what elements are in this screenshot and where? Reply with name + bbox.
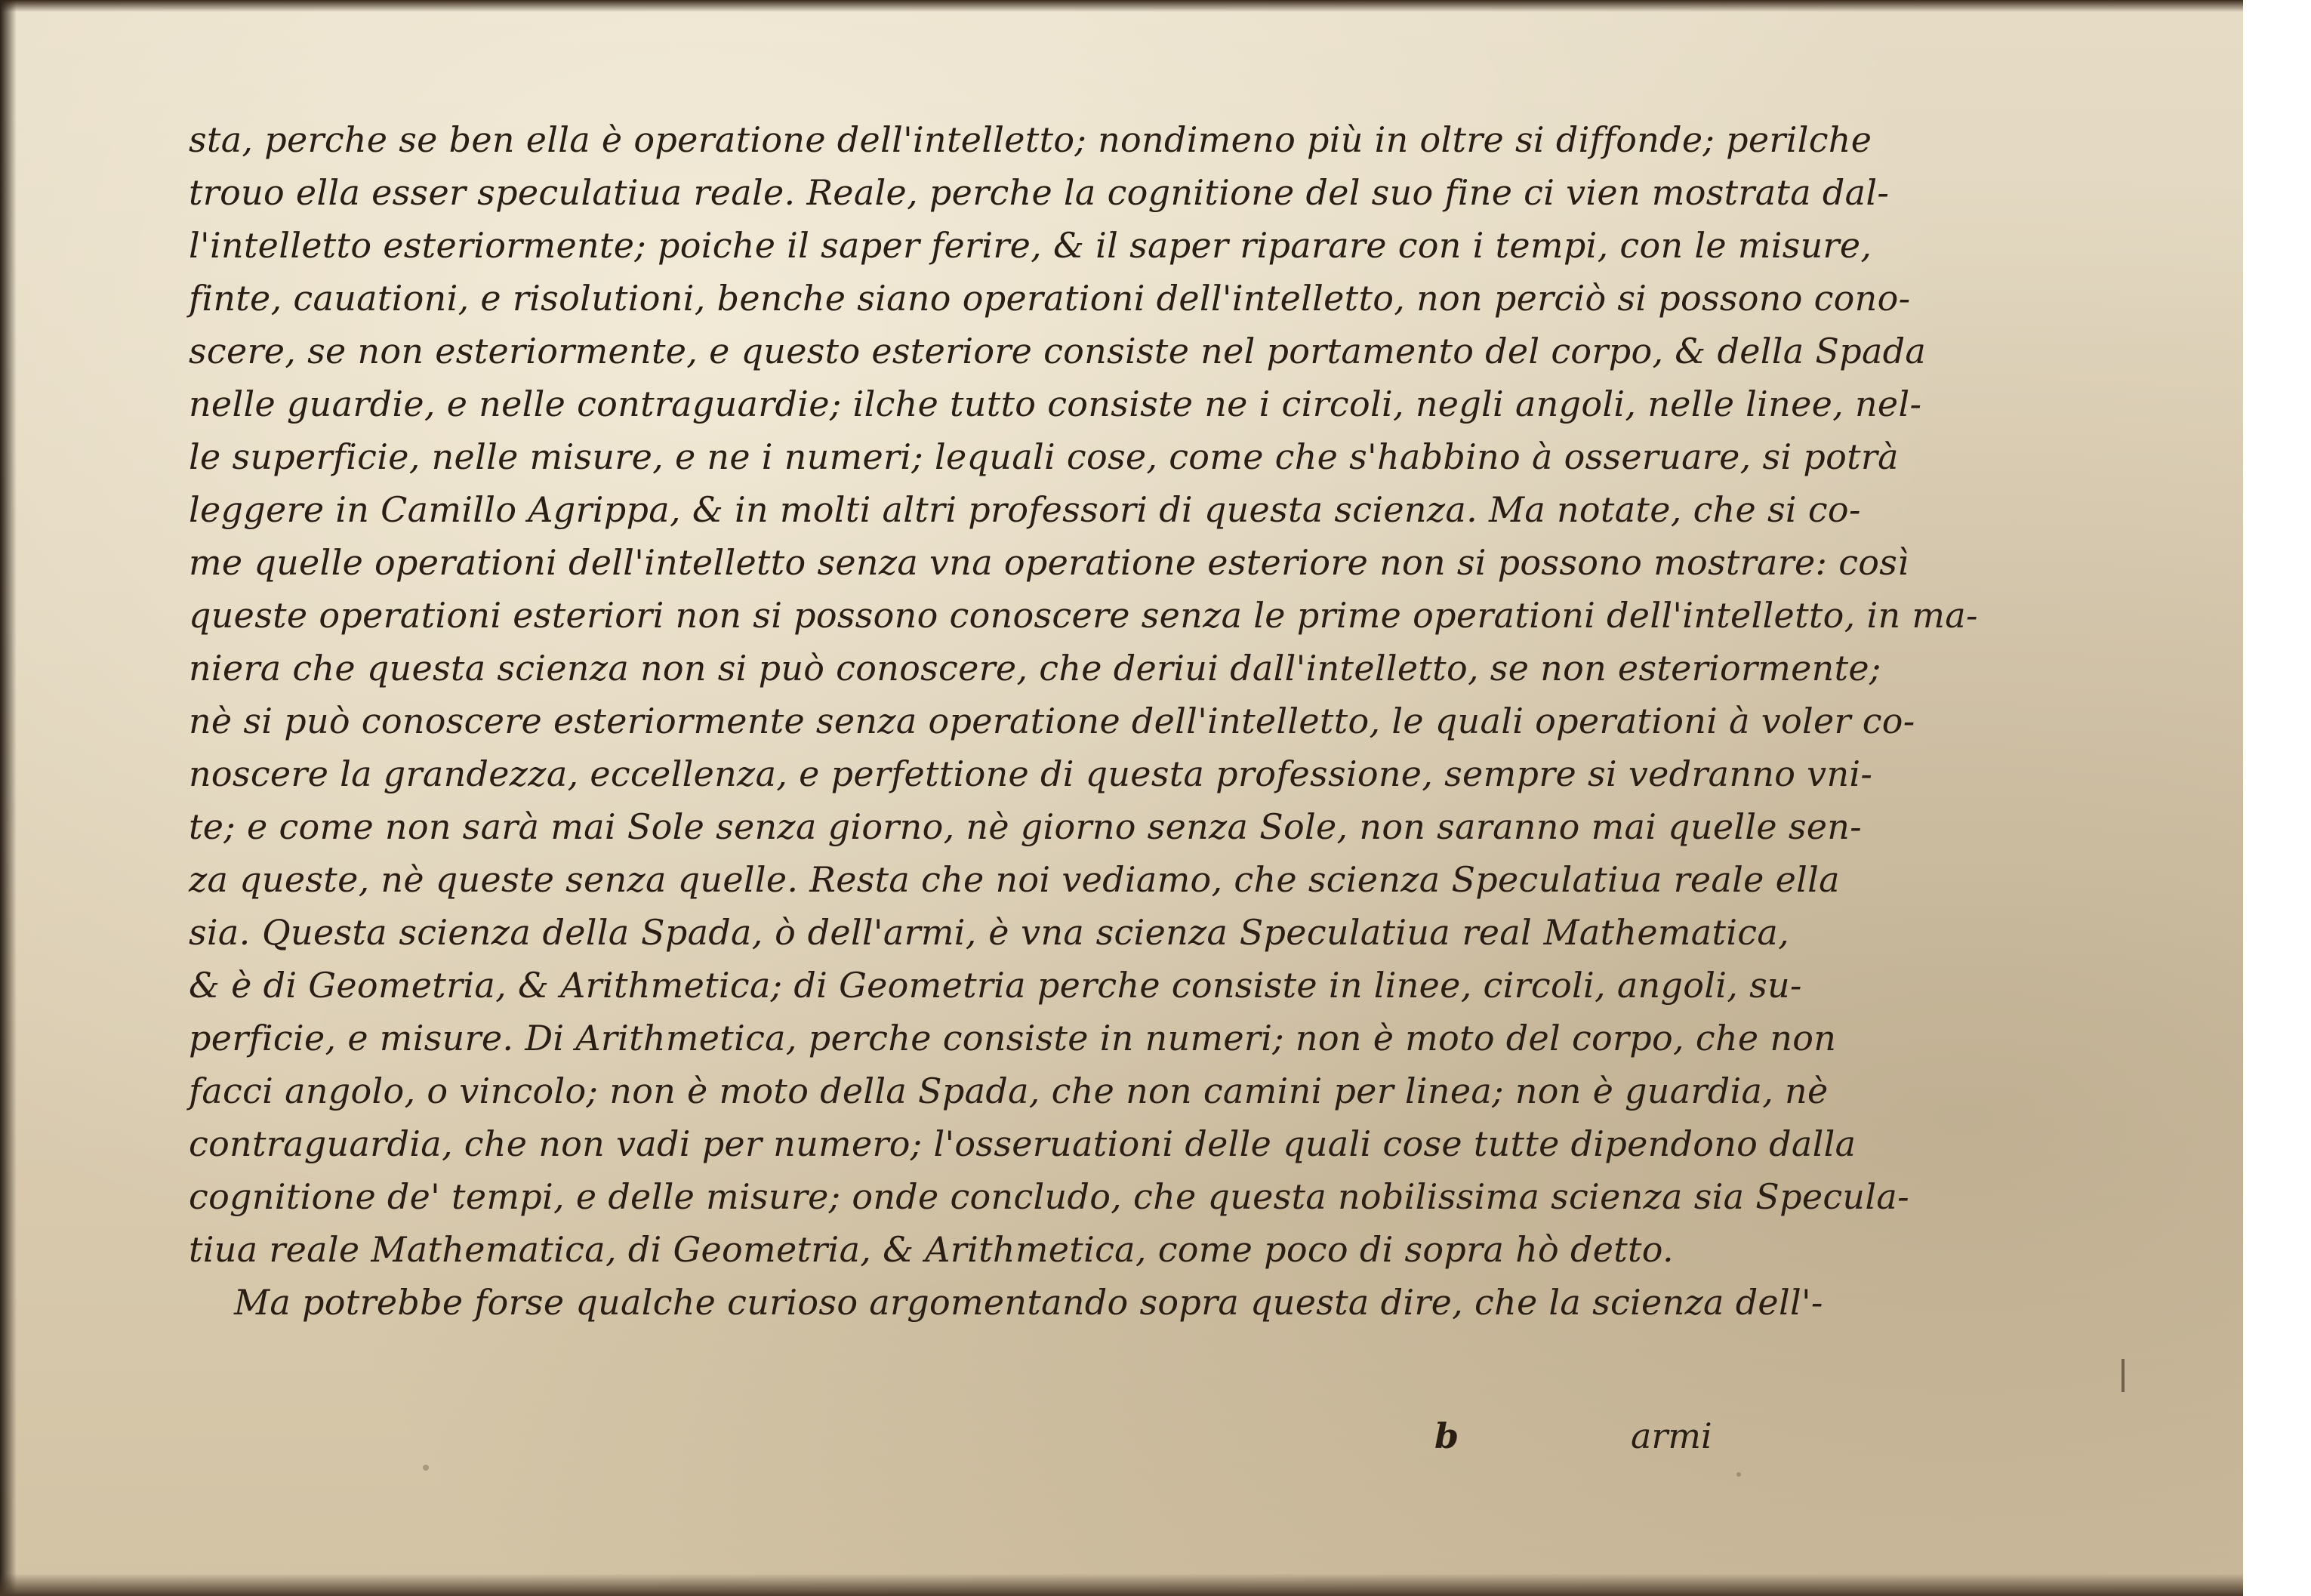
text-line: nelle guardie, e nelle contraguardie; ilche tutto consiste ne i circoli, negli angoli, nelle linee, nel- [189, 384, 1922, 424]
text-line: niera che questa scienza non si può conoscere, che deriui dall'intelletto, se non esteriormente; [189, 648, 1881, 689]
text-line: scere, se non esteriormente, e questo esteriore consiste nel portamento del corpo, & della Spada [189, 331, 1927, 371]
text-line: te; e come non sarà mai Sole senza giorno, nè giorno senza Sole, non saranno mai quelle sen- [189, 806, 1863, 847]
text-line: cognitione de' tempi, e delle misure; onde concludo, che questa nobilissima scienza sia Specula- [189, 1176, 1909, 1217]
text-line: tiua reale Mathematica, di Geometria, & Arithmetica, come poco di sopra hò detto. [189, 1229, 1674, 1270]
text-line: Ma potrebbe forse qualche curioso argomentando sopra questa dire, che la scienza dell'- [234, 1282, 1823, 1323]
text-line: & è di Geometria, & Arithmetica; di Geometria perche consiste in linee, circoli, angoli, su- [189, 965, 1802, 1006]
text-line: sta, perche se ben ella è operatione dell'intelletto; nondimeno più in oltre si diffonde; perilche [189, 119, 1872, 160]
text-line: me quelle operationi dell'intelletto senza vna operatione esteriore non si possono mostrare: così [189, 542, 1909, 583]
text-line: le superficie, nelle misure, e ne i numeri; lequali cose, come che s'habbino à osseruare, si potrà [189, 436, 1899, 477]
top-edge-shadow [0, 0, 2311, 12]
text-line: nè si può conoscere esteriormente senza operatione dell'intelletto, le quali operationi à voler co- [189, 701, 1915, 741]
paper-spot [423, 1465, 429, 1471]
text-line: trouo ella esser speculatiua reale. Reale, perche la cognitione del suo fine ci vien mostrata dal- [189, 172, 1890, 213]
bottom-edge-shadow [0, 1573, 2311, 1596]
text-line: sia. Questa scienza della Spada, ò dell'armi, è vna scienza Speculatiua real Mathematica, [189, 912, 1789, 953]
footer-marks [1434, 1416, 1797, 1468]
margin-mark [2121, 1359, 2125, 1392]
text-line: contraguardia, che non vadi per numero; l'osseruationi delle quali cose tutte dipendono dalla [189, 1123, 1857, 1164]
text-line: l'intelletto esteriormente; poiche il saper ferire, & il saper riparare con i tempi, con le misure, [189, 225, 1872, 266]
text-line: za queste, nè queste senza quelle. Resta che noi vediamo, che scienza Speculatiua reale ella [189, 859, 1840, 900]
text-line: facci angolo, o vincolo; non è moto della Spada, che non camini per linea; non è guardia, nè [189, 1071, 1829, 1111]
text-line: noscere la grandezza, eccellenza, e perfettione di questa professione, sempre si vedranno vni- [189, 753, 1873, 794]
body-text [189, 113, 1978, 1329]
text-line: perficie, e misure. Di Arithmetica, perche consiste in numeri; non è moto del corpo, che non [189, 1018, 1837, 1058]
text-line: leggere in Camillo Agrippa, & in molti altri professori di questa scienza. Ma notate, che si co- [189, 489, 1861, 530]
text-line: queste operationi esteriori non si possono conoscere senza le prime operationi dell'intelletto, in ma- [189, 595, 1978, 636]
catchword: armi [1631, 1416, 1712, 1456]
paper-spot [1736, 1472, 1741, 1477]
right-white-margin [2243, 0, 2311, 1596]
left-edge-shadow [0, 0, 17, 1596]
signature-mark: b [1434, 1416, 1459, 1456]
text-line: finte, cauationi, e risolutioni, benche siano operationi dell'intelletto, non perciò si possono cono- [189, 278, 1911, 319]
